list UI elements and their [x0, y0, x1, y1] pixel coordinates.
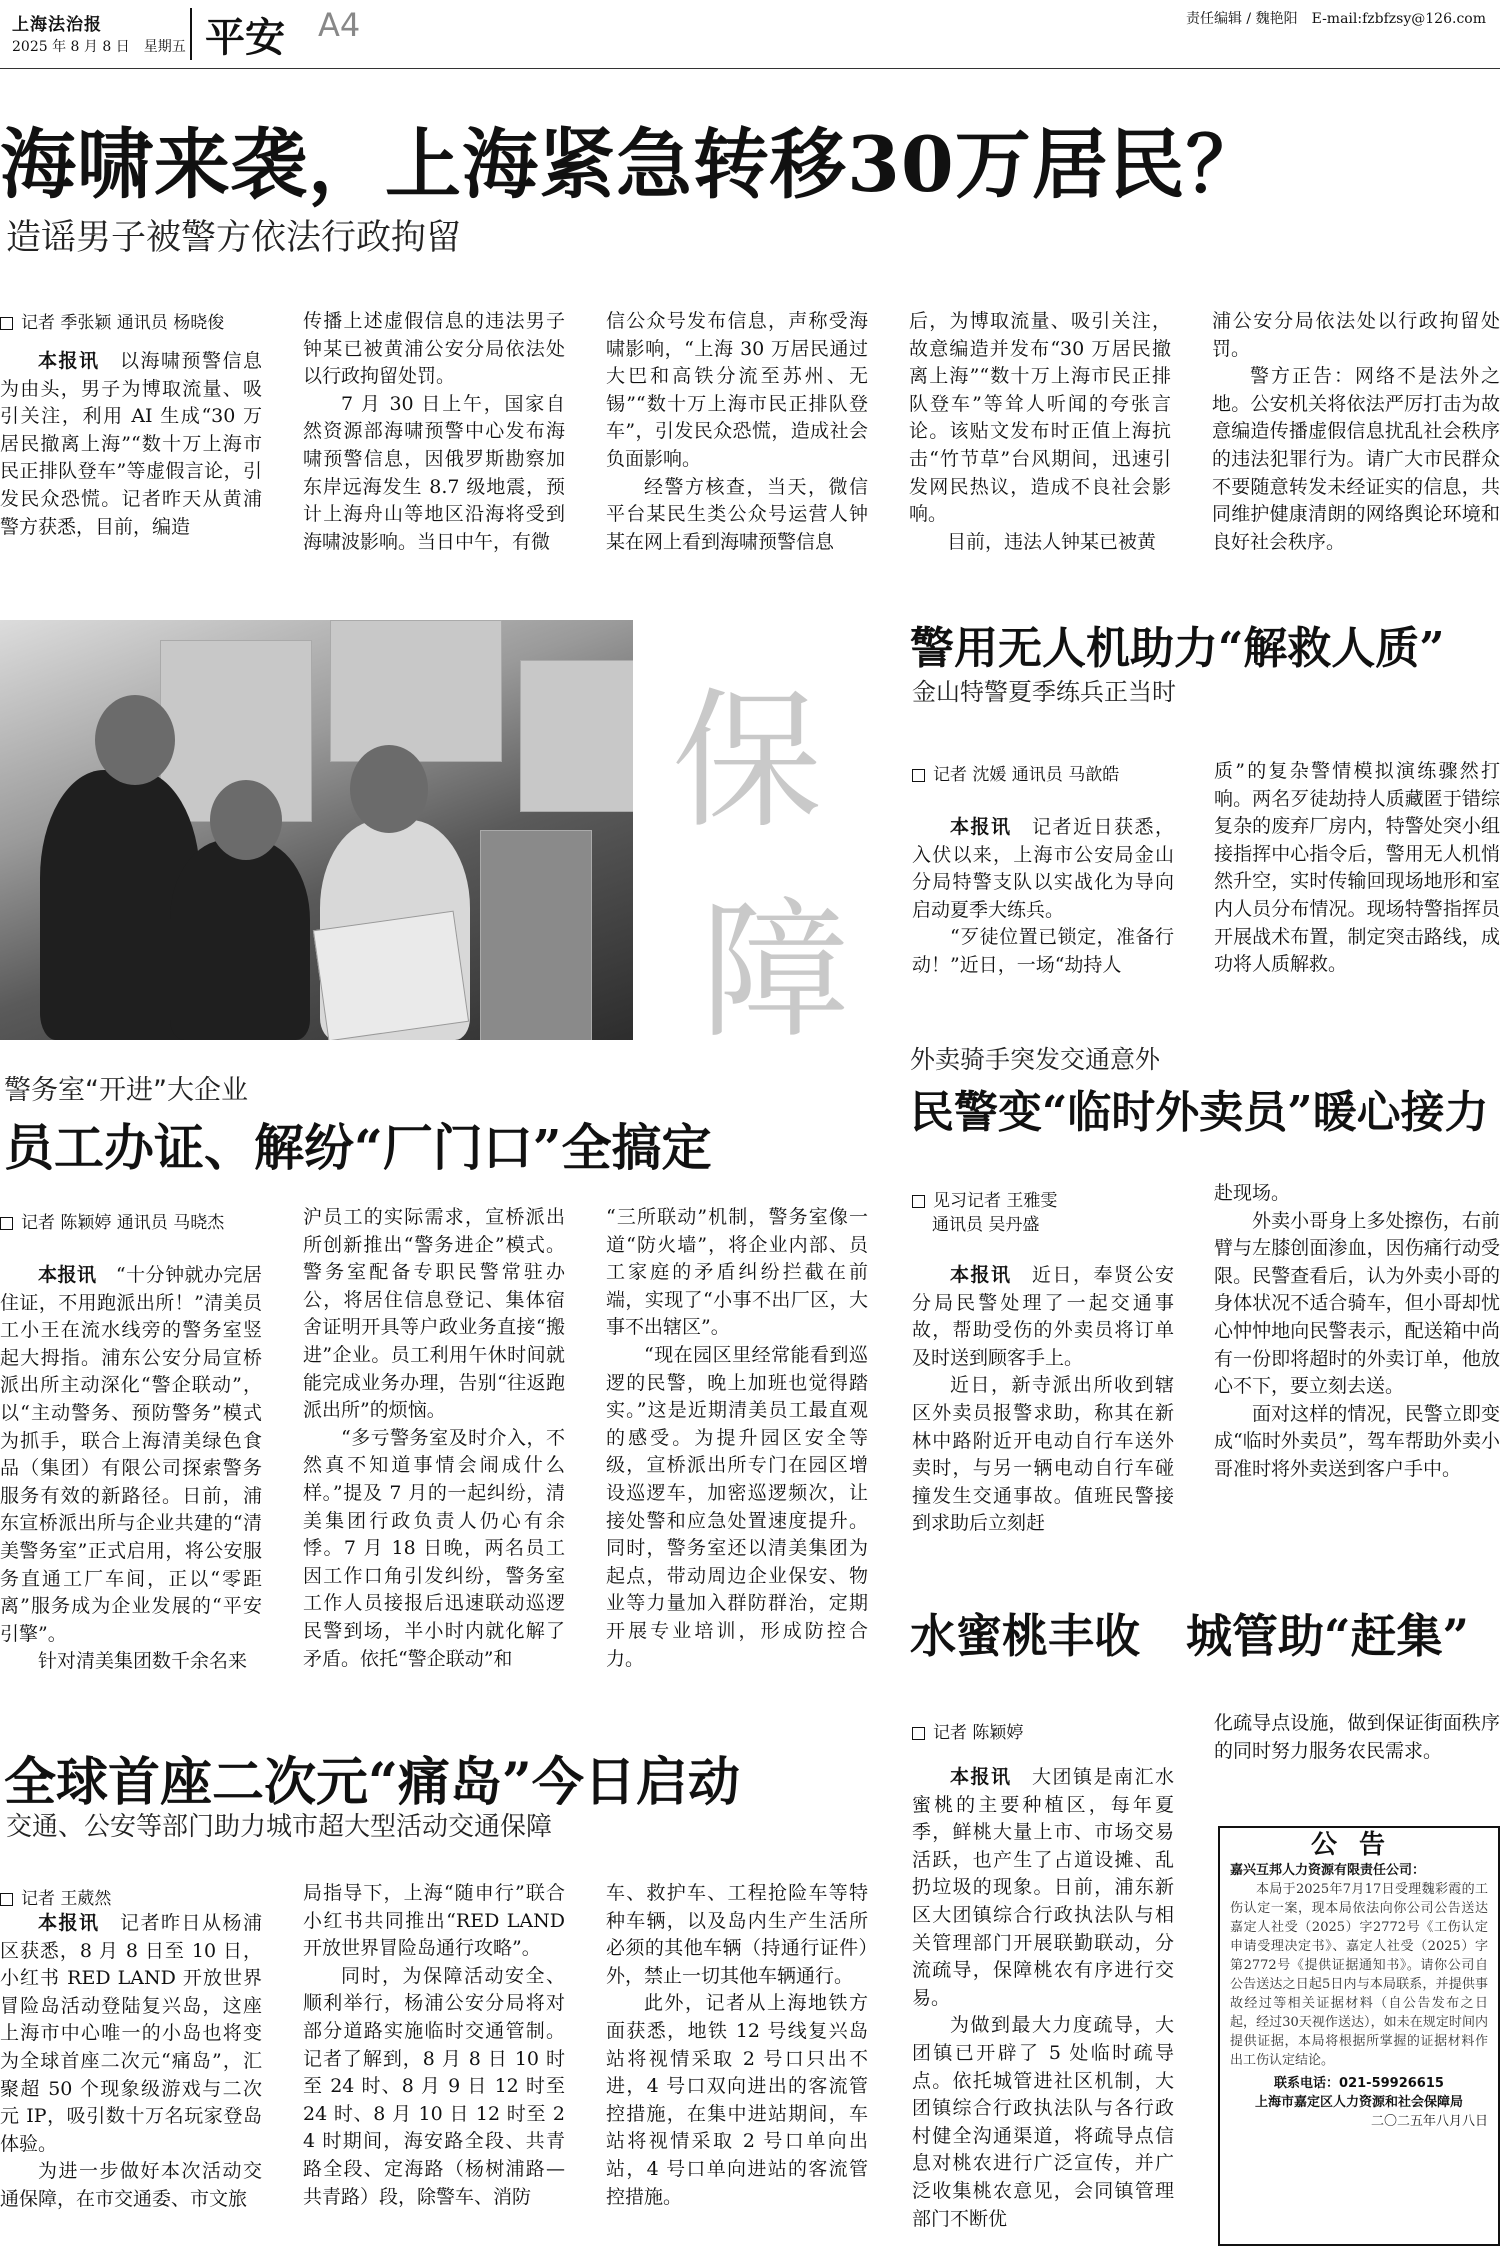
dateline-lead: 本报讯 [38, 1264, 97, 1286]
article-paragraph [1214, 1401, 1500, 1484]
article-paragraph [303, 308, 565, 391]
public-notice-box [1218, 1826, 1500, 2246]
paragraph-text: 近日，奉贤公安分局民警处理了一起交通事故，帮助受伤的外卖员将订单及时送到顾客手上。 [912, 1264, 1174, 1369]
paragraph-text: 信公众号发布信息，声称受海啸影响，“上海 30 万居民通过大巴和高铁分流至苏州、无锡”“数十万上海市民正排队登车”，引发民众恐慌，造成社会负面影响。 [606, 310, 868, 470]
paragraph-text: “歹徒位置已锁定，准备行动！”近日，一场“劫持人 [912, 926, 1174, 976]
paragraph-text: “现在园区里经常能看到巡逻的民警，晚上加班也觉得踏实。”这是近期清美员工最直观的感受。为提升园区安全等级，宣桥派出所专门在园区增设巡逻车，加密巡逻频次，让接处警和应急处置速度提升。同时，警务室还以清美集团为起点，带动周边企业保安、物业等力量加入群防群治，定期开展专业培训，形成防控合力。 [606, 1343, 868, 1670]
article-column [606, 308, 868, 556]
dateline-lead: 本报讯 [38, 1912, 100, 1934]
article-paragraph [0, 1262, 262, 1648]
article-column [303, 1880, 565, 2211]
notice-addressee: 嘉兴互邦人力资源有限责任公司： [1230, 1863, 1426, 1878]
byline-tsunami: 记者 季张颖 通讯员 杨晓俊 [0, 308, 285, 333]
article-paragraph [1214, 758, 1500, 979]
article-paragraph [1214, 1180, 1500, 1208]
headline-drone-rescue: 警用无人机助力“解救人质” [910, 623, 1445, 674]
article-paragraph [912, 2012, 1174, 2233]
paragraph-text: 局指导下，上海“随申行”联合小红书共同推出“RED LAND 开放世界冒险岛通行攻略”。 [303, 1882, 565, 1960]
article-paragraph [606, 1880, 868, 1990]
article-column [912, 1764, 1174, 2233]
dateline-lead: 本报讯 [950, 816, 1012, 838]
byline-delivery-2: 通讯员 吴丹盛 [932, 1215, 1040, 1235]
paragraph-text: 以海啸预警信息为由头，男子为博取流量、吸引关注，利用 AI 生成“30 万居民撤离上海”“数十万上海市民正排队登车”等虚假言论，引发民众恐慌。记者昨天从黄浦警方获悉，目前，编造 [0, 350, 262, 538]
article-column [0, 1262, 262, 1676]
paragraph-text: 为进一步做好本次活动交通保障，在市交通委、市文旅 [0, 2160, 262, 2210]
article-column [0, 348, 262, 541]
article-paragraph [1212, 308, 1500, 363]
paragraph-text: 化疏导点设施，做到保证街面秩序的同时努力服务农民需求。 [1214, 1712, 1500, 1762]
article-paragraph [912, 814, 1174, 924]
paragraph-text: 7 月 30 日上午，国家自然资源部海啸预警中心发布海啸预警信息，因俄罗斯勘察加东岸远海发生 8.7 级地震，预计上海舟山等地区沿海将受到海啸波影响。当日中午，有微 [303, 392, 565, 553]
notice-date: 二〇二五年八月八日 [1370, 2114, 1488, 2129]
page-number: A4 [318, 6, 361, 44]
dateline-lead: 本报讯 [950, 1766, 1012, 1788]
article-paragraph [912, 1764, 1174, 2012]
article-paragraph [303, 1425, 565, 1673]
byline-peach: 记者 陈颖婷 [912, 1718, 1023, 1743]
issue-date: 2025 年 8 月 8 日 星期五 [12, 39, 186, 55]
masthead-divider [190, 8, 192, 60]
notice-body: 本局于2025年7月17日受理魏彩霞的工伤认定一案，现本局依法向你公司公告送达嘉定人社受（2025）字2772号《工伤认定申请受理决定书》、嘉定人社受（2025）字第2772号《提供证据通知书》。请你公司自公告送达之日起5日内与本局联系，并提供事故经过等相关证据材料（自公告发布之日起，经过30天视作送达），如未在规定时间内提供证据，本局将根据所掌握的证据材料作出工伤认定结论。 [1230, 1882, 1488, 2068]
paragraph-text: 沪员工的实际需求，宣桥派出所创新推出“警务进企”模式。警务室配备专职民警常驻办公，将居住信息登记、集体宿舍证明开具等户政业务直接“搬进”企业。员工利用午休时间就能完成业务办理，告别“往返跑派出所”的烦恼。 [303, 1206, 565, 1422]
article-column [1214, 1710, 1500, 1765]
subhead-tsunami-rumor: 造谣男子被警方依法行政拘留 [6, 218, 462, 258]
paragraph-text: 为做到最大力度疏导，大团镇已开辟了 5 处临时疏导点。依托城管进社区机制，大团镇综合行政执法队与各行政村健全沟通渠道，将疏导点信息对桃农进行广泛宣传，并广泛收集桃农意见，会同镇管理部门不断优 [912, 2014, 1174, 2230]
article-paragraph [0, 348, 262, 541]
paragraph-text: 质”的复杂警情模拟演练骤然打响。两名歹徒劫持人质藏匿于错综复杂的废弃厂房内，特警处突小组接指挥中心指令后，警用无人机悄然升空，实时传输回现场地形和室内人员分布情况。现场特警指挥员开展战术布置，制定突击路线，成功将人质解救。 [1214, 760, 1500, 976]
paragraph-text: 车、救护车、工程抢险车等特种车辆，以及岛内生产生活所必须的其他车辆（持通行证件）外，禁止一切其他车辆通行。 [606, 1882, 868, 1987]
paragraph-text: 赴现场。 [1214, 1182, 1291, 1204]
editor-credit: 责任编辑 / 魏艳阳 E-mail:fzbfzsy@126.com [1185, 11, 1486, 27]
article-paragraph [0, 1910, 262, 2158]
paragraph-text: “三所联动”机制，警务室像一道“防火墙”，将企业内部、员工家庭的矛盾纠纷拦截在前端，实现了“小事不出厂区，大事不出辖区”。 [606, 1206, 868, 1339]
paragraph-text: 针对清美集团数千余名来 [38, 1650, 248, 1673]
article-column [912, 1262, 1174, 1538]
article-paragraph [606, 1342, 868, 1673]
paragraph-text: 警方正告：网络不是法外之地。公安机关将依法严厉打击为故意编造传播虚假信息扰乱社会秩序的违法犯罪行为。请广大市民群众不要随意转发未经证实的信息，共同维护健康清朗的网络舆论环境和良好社会秩序。 [1212, 365, 1500, 553]
notice-contact: 联系电话：021-59926615 [1274, 2076, 1444, 2091]
newspaper-logo: 上海法治报 [12, 15, 102, 35]
article-paragraph [909, 308, 1171, 529]
article-column [606, 1204, 868, 1673]
article-paragraph [909, 529, 1171, 557]
byline-enterprise: 记者 陈颖婷 通讯员 马晓杰 [0, 1208, 224, 1233]
article-paragraph [303, 1963, 565, 2211]
paragraph-text: 此外，记者从上海地铁方面获悉，地铁 12 号线复兴岛站将视情采取 2 号口只出不进，4 号口双向进出的客流管控措施，在集中进站期间，车站将视情采取 2 号口单向出站，4 号口单向进站的客流管控措施。 [606, 1992, 868, 2208]
calligraphy-char-zhang: 障 [700, 885, 851, 1059]
notice-signer: 上海市嘉定区人力资源和社会保障局 [1254, 2095, 1463, 2110]
section-name: 平安 [205, 15, 285, 61]
byline-delivery-1: 见习记者 王雅雯 [912, 1186, 1057, 1211]
article-paragraph [912, 1262, 1174, 1372]
subhead-anime-island: 交通、公安等部门助力城市超大型活动交通保障 [6, 1812, 553, 1842]
article-paragraph [0, 1648, 262, 1676]
paragraph-text: 近日，新寺派出所收到辖区外卖员报警求助，称其在新林中路附近开电动自行车送外卖时，与另一辆电动自行车碰撞发生交通事故。值班民警接到求助后立刻赶 [912, 1374, 1174, 1535]
article-paragraph [912, 1372, 1174, 1538]
article-column [1214, 758, 1500, 979]
headline-tsunami-rumor: 海啸来袭，上海紧急转移30万居民？ [0, 120, 1263, 209]
article-paragraph [303, 391, 565, 557]
headline-delivery-rider: 民警变“临时外卖员”暖心接力 [910, 1087, 1489, 1138]
article-column [606, 1880, 868, 2211]
article-column [303, 1204, 565, 1673]
paragraph-text: 记者昨日从杨浦区获悉，8 月 8 日至 10 日，小红书 RED LAND 开放世界冒险岛活动登陆复兴岛，这座上海市中心唯一的小岛也将变为全球首座二次元“痛岛”，汇聚超 50 个现象级游戏与二次元 IP，吸引数十万名玩家登岛体验。 [0, 1912, 262, 2155]
article-paragraph [606, 1990, 868, 2211]
paragraph-text: 目前，违法人钟某已被黄 [947, 530, 1157, 553]
dateline-lead: 本报讯 [950, 1264, 1012, 1286]
article-paragraph [1214, 1710, 1500, 1765]
headline-peach-harvest: 水蜜桃丰收 城管助“赶集” [910, 1609, 1469, 1663]
paragraph-text: 传播上述虚假信息的违法男子钟某已被黄浦公安分局依法处以行政拘留处罚。 [303, 310, 565, 388]
paragraph-text: “多亏警务室及时介入，不然真不知道事情会闹成什么样。”提及 7 月的一起纠纷，清美集团行政负责人仍心有余悸。7 月 18 日晚，两名员工因工作口角引发纠纷，警务室工作人员接报后迅速联动巡逻民警到场，半小时内就化解了矛盾。依托“警企联动”和 [303, 1426, 565, 1670]
article-paragraph [303, 1880, 565, 1963]
article-column [0, 1910, 262, 2214]
paragraph-text: 面对这样的情况，民警立即变成“临时外卖员”，驾车帮助外卖小哥准时将外卖送到客户手中。 [1214, 1402, 1500, 1480]
paragraph-text: 经警方核查，当天，微信平台某民生类公众号运营人钟某在网上看到海啸预警信息 [606, 475, 868, 553]
article-column [1214, 1180, 1500, 1484]
paragraph-text: 记者近日获悉，入伏以来，上海市公安局金山分局特警支队以实战化为导向启动夏季大练兵。 [912, 816, 1174, 921]
article-column [912, 814, 1174, 980]
calligraphy-char-bao: 保 [672, 675, 823, 849]
paragraph-text: 同时，为保障活动安全、顺利举行，杨浦公安分局将对部分道路实施临时交通管制。记者了解到，8 月 8 日 10 时至 24 时、8 月 9 日 12 时至 24 时、8 月 10 日 12 时至 24 时期间，海安路全段、共青路全段、定海路（杨树浦路—共青路）段，除警车、消防 [303, 1964, 565, 2208]
article-paragraph [0, 2158, 262, 2213]
article-paragraph [912, 924, 1174, 979]
article-paragraph [606, 308, 868, 474]
article-column [909, 308, 1171, 556]
police-office-photo [0, 620, 633, 1040]
paragraph-text: “十分钟就办完居住证，不用跑派出所！”清美员工小王在流水线旁的警务室竖起大拇指。浦东公安分局宣桥派出所主动深化“警企联动”，以“主动警务、预防警务”模式为抓手，联合上海清美绿色食品（集团）有限公司探索警务服务有效的新路径。日前，浦东宣桥派出所与企业共建的“清美警务室”正式启用，将公安服务直通工厂车间，正以“零距离”服务成为企业发展的“平安引擎”。 [0, 1264, 262, 1645]
paragraph-text: 后，为博取流量、吸引关注，故意编造并发布“30 万居民撤离上海”“数十万上海市民正排队登车”等耸人听闻的夸张言论。该贴文发布时正值上海抗击“竹节草”台风期间，迅速引发网民热议，造成不良社会影响。 [909, 310, 1171, 526]
notice-title: 公告 [1310, 1830, 1407, 1860]
byline-anime-island: 记者 王葳然 [0, 1884, 111, 1909]
paragraph-text: 大团镇是南汇水蜜桃的主要种植区，每年夏季，鲜桃大量上市、市场交易活跃，也产生了占道设摊、乱扔垃圾的现象。日前，浦东新区大团镇综合行政执法队与相关管理部门开展联勤联动，分流疏导，保障桃农有序进行交易。 [912, 1766, 1174, 2009]
dateline-lead: 本报讯 [38, 350, 100, 372]
paragraph-text: 外卖小哥身上多处擦伤，右前臂与左膝创面渗血，因伤痛行动受限。民警查看后，认为外卖小哥的身体状况不适合骑车，但小哥却忧心忡忡地向民警表示，配送箱中尚有一份即将超时的外卖订单，他放心不下，要立刻去送。 [1214, 1209, 1500, 1398]
article-paragraph [303, 1204, 565, 1425]
byline-drone: 记者 沈媛 通讯员 马歆皓 [912, 760, 1119, 785]
masthead-rule [0, 68, 1500, 69]
article-paragraph [606, 1204, 868, 1342]
headline-enterprise-office: 员工办证、解纷“厂门口”全搞定 [4, 1118, 712, 1177]
article-paragraph [1214, 1208, 1500, 1401]
article-paragraph [1212, 363, 1500, 556]
paragraph-text: 浦公安分局依法处以行政拘留处罚。 [1212, 310, 1500, 360]
article-column [1212, 308, 1500, 556]
article-column [303, 308, 565, 556]
kicker-delivery-rider: 外卖骑手突发交通意外 [910, 1045, 1161, 1074]
headline-anime-island: 全球首座二次元“痛岛”今日启动 [4, 1752, 740, 1813]
subhead-drone-rescue: 金山特警夏季练兵正当时 [912, 678, 1176, 706]
kicker-enterprise-office: 警务室“开进”大企业 [4, 1075, 248, 1106]
article-paragraph [606, 474, 868, 557]
